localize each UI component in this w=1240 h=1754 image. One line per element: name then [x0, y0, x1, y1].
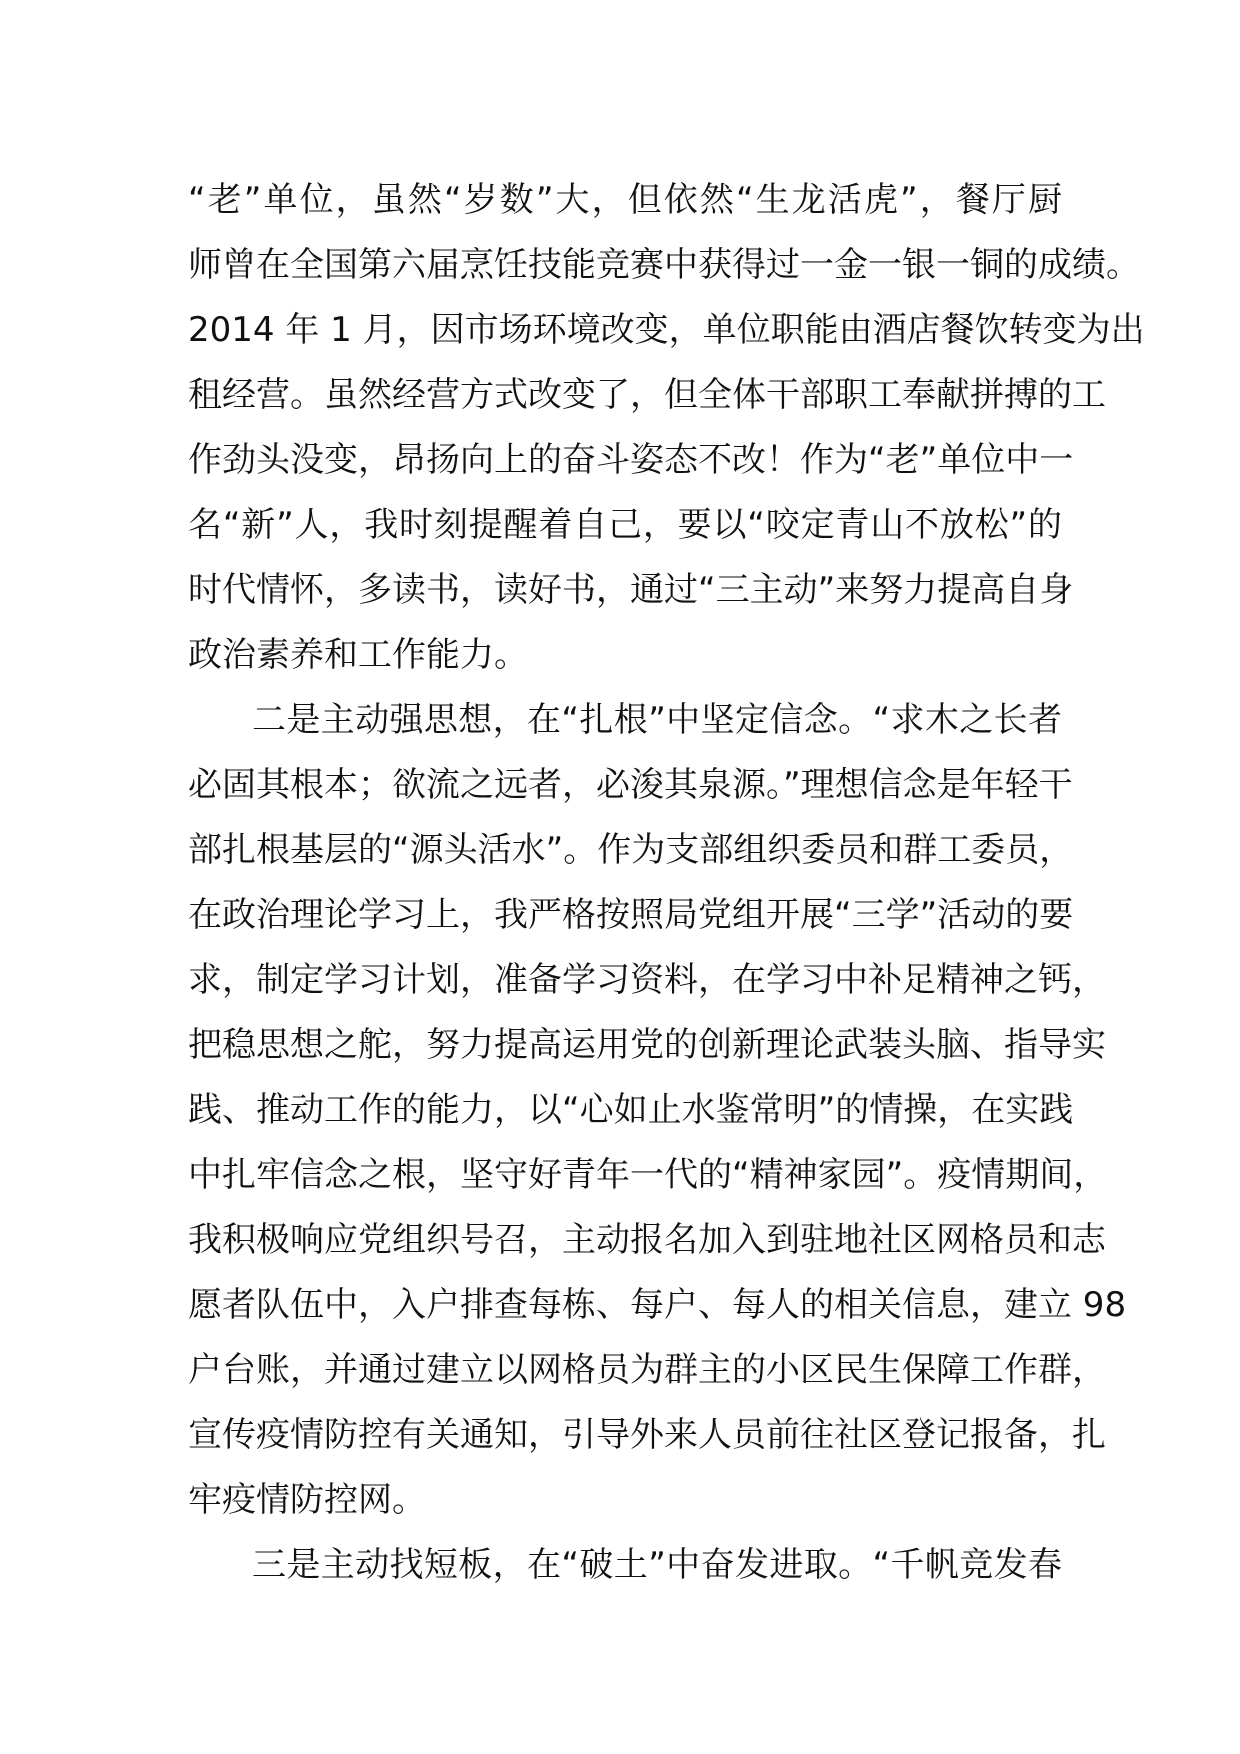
text-line: 租经营。虽然经营方式改变了，但全体干部职工奉献拼搏的工 — [188, 375, 1106, 415]
body-text — [188, 168, 1145, 1598]
text-line: 愿者队伍中，入户排查每栋、每户、每人的相关信息，建立 98 — [188, 1285, 1127, 1325]
text-line: 宣传疫情防控有关通知，引导外来人员前往社区登记报备，扎 — [188, 1415, 1106, 1455]
text-line: 名“新”人，我时刻提醒着自己，要以“咬定青山不放松”的 — [188, 505, 1062, 545]
paragraph-end-line: 牢疫情防控网。 — [188, 1480, 426, 1520]
text-line: 在政治理论学习上，我严格按照局党组开展“三学”活动的要 — [188, 895, 1074, 935]
text-line: 我积极响应党组织号召，主动报名加入到驻地社区网格员和志 — [188, 1220, 1106, 1260]
text-line: “老”单位，虽然“岁数”大，但依然“生龙活虎”，餐厅厨 — [188, 180, 1062, 220]
text-line: 时代情怀，多读书，读好书，通过“三主动”来努力提高自身 — [188, 570, 1074, 610]
paragraph-start-line: 二是主动强思想，在“扎根”中坚定信念。“求木之长者 — [252, 700, 1062, 740]
text-line: 师曾在全国第六届烹饪技能竞赛中获得过一金一银一铜的成绩。 — [188, 245, 1140, 285]
paragraph-start-line: 三是主动找短板，在“破土”中奋发进取。“千帆竞发春 — [252, 1545, 1062, 1585]
text-line: 把稳思想之舵，努力提高运用党的创新理论武装头脑、指导实 — [188, 1025, 1106, 1065]
text-line: 求，制定学习计划，准备学习资料，在学习中补足精神之钙， — [188, 960, 1106, 1000]
text-line: 户台账，并通过建立以网格员为群主的小区民生保障工作群， — [188, 1350, 1106, 1390]
text-line: 作劲头没变，昂扬向上的奋斗姿态不改！作为“老”单位中一 — [188, 440, 1074, 480]
text-line: 部扎根基层的“源头活水”。作为支部组织委员和群工委员， — [188, 830, 1074, 870]
text-line: 践、推动工作的能力，以“心如止水鉴常明”的情操，在实践 — [188, 1090, 1074, 1130]
text-line: 中扎牢信念之根，坚守好青年一代的“精神家园”。疫情期间， — [188, 1155, 1108, 1195]
paragraph-end-line: 政治素养和工作能力。 — [188, 635, 528, 675]
text-line: 必固其根本；欲流之远者，必浚其泉源。”理想信念是年轻干 — [188, 765, 1073, 805]
text-line: 2014 年 1 月，因市场环境改变，单位职能由酒店餐饮转变为出 — [188, 310, 1145, 350]
